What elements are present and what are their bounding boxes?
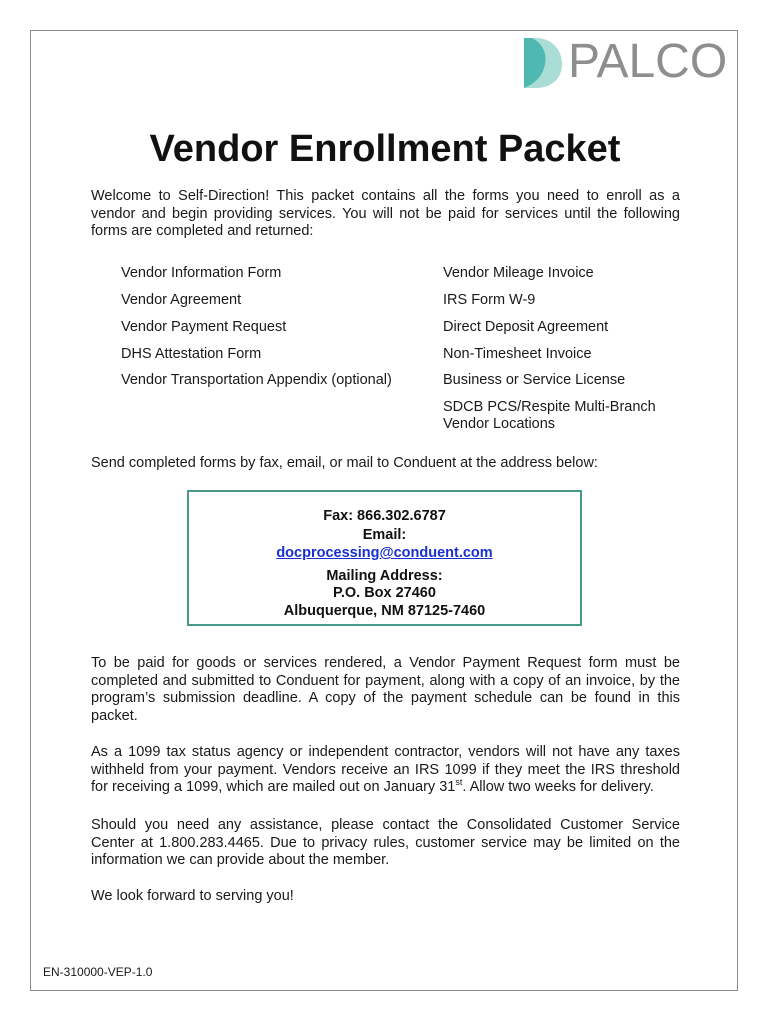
send-instructions: Send completed forms by fax, email, or mail to Conduent at the address below: xyxy=(91,455,598,471)
email-label: Email: xyxy=(362,527,407,543)
form-item-mileage-invoice: Vendor Mileage Invoice xyxy=(443,265,594,281)
form-item-transportation-appendix: Vendor Transportation Appendix (optional) xyxy=(121,372,392,388)
page-title: Vendor Enrollment Packet xyxy=(149,128,621,170)
form-item-sdcb-multibranch: SDCB PCS/Respite Multi-Branch xyxy=(443,399,656,415)
form-item-vendor-payment-request: Vendor Payment Request xyxy=(121,319,287,335)
intro-paragraph: Welcome to Self-Direction! This packet contains all the forms you need to enroll as a vendor and begin providing services. You will not be paid for services until the following forms are completed and returned: xyxy=(91,188,680,239)
form-item-vendor-locations: Vendor Locations xyxy=(443,416,556,432)
palco-logo xyxy=(522,34,738,90)
date-ordinal-suffix: st xyxy=(455,777,463,788)
form-item-dhs-attestation: DHS Attestation Form xyxy=(121,346,262,362)
form-item-vendor-agreement: Vendor Agreement xyxy=(121,292,242,308)
form-item-direct-deposit: Direct Deposit Agreement xyxy=(443,319,609,335)
form-item-non-timesheet-invoice: Non-Timesheet Invoice xyxy=(443,346,592,362)
fax-number: Fax: 866.302.6787 xyxy=(323,508,446,524)
form-item-irs-w9: IRS Form W-9 xyxy=(443,292,536,308)
form-item-business-license: Business or Service License xyxy=(443,372,626,388)
closing-line: We look forward to serving you! xyxy=(91,888,294,904)
tax-paragraph-text: As a 1099 tax status agency or independent contractor, vendors will not have any taxes withheld from your payment. Vendors receive an IRS 1099 if they meet the IRS threshold for receiving a 1099, which are mailed out on January 31 xyxy=(91,744,680,795)
po-box: P.O. Box 27460 xyxy=(333,585,436,601)
document-code: EN-310000-VEP-1.0 xyxy=(43,965,153,979)
city-state-zip: Albuquerque, NM 87125-7460 xyxy=(283,603,486,619)
assistance-paragraph: Should you need any assistance, please contact the Consolidated Customer Service Center at 1.800.283.4465. Due to privacy rules, customer service may be limited on the information we can provide about the member. xyxy=(91,817,680,868)
payment-paragraph: To be paid for goods or services rendered, a Vendor Payment Request form must be completed and submitted to Conduent for payment, along with a copy of an invoice, by the program’s submission deadline. A copy of the payment schedule can be found in this packet. xyxy=(91,655,680,724)
contact-box xyxy=(187,490,582,626)
palco-logo-mark-icon xyxy=(522,34,566,90)
tax-paragraph xyxy=(91,744,680,797)
email-link[interactable]: docprocessing@conduent.com xyxy=(276,545,493,561)
logo-wordmark: PALCO xyxy=(568,35,728,88)
tax-paragraph-end: . Allow two weeks for delivery. xyxy=(462,779,654,795)
form-item-vendor-information: Vendor Information Form xyxy=(121,265,282,281)
email-address-line xyxy=(189,545,580,562)
mailing-address-label: Mailing Address: xyxy=(326,568,443,584)
